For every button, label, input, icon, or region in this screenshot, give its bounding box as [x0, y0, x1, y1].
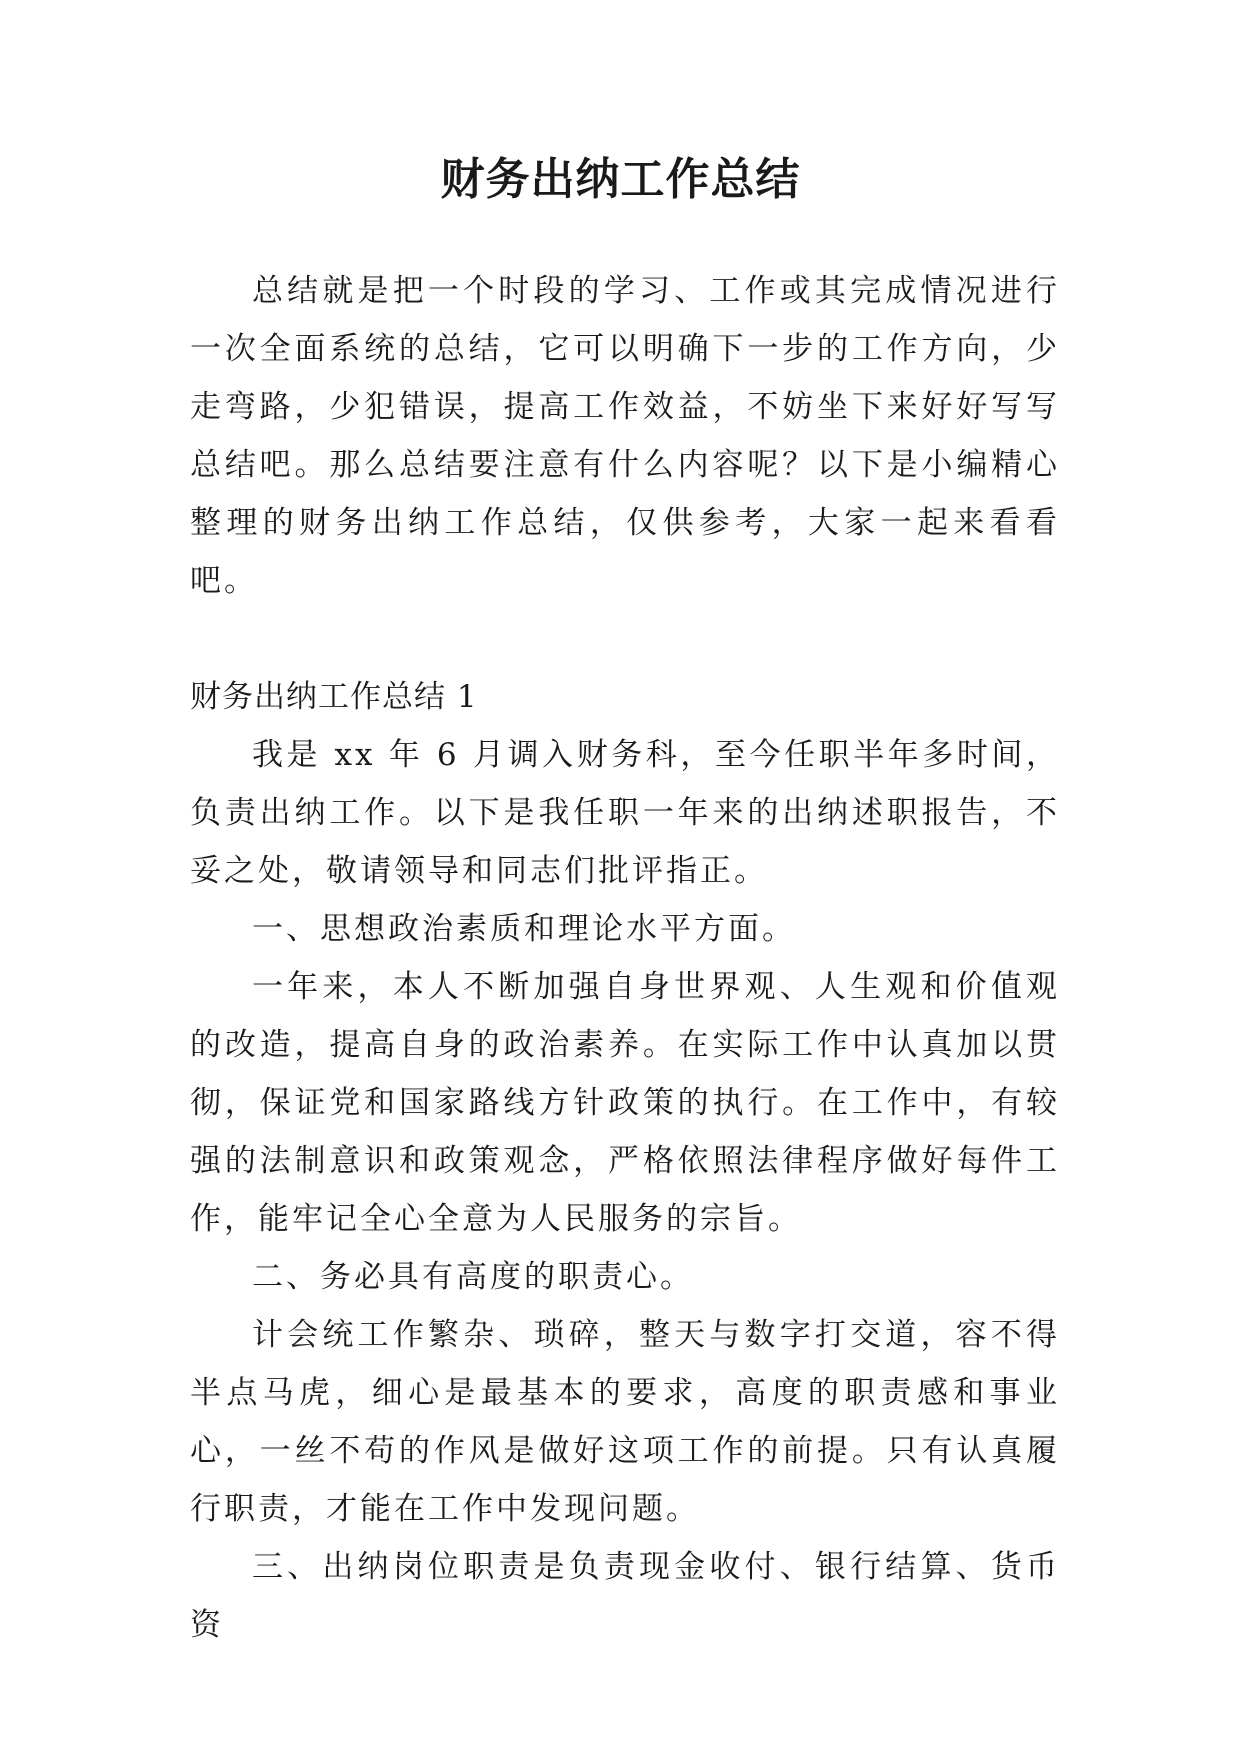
- body-paragraph: 一年来，本人不断加强自身世界观、人生观和价值观的改造，提高自身的政治素养。在实际工作中认真加以贯彻，保证党和国家路线方针政策的执行。在工作中，有较强的法制意识和政策观念，严格依照法律程序做好每件工作，能牢记全心全意为人民服务的宗旨。: [190, 969, 1060, 1237]
- section-heading: 财务出纳工作总结 1: [190, 679, 478, 715]
- intro-paragraph: 总结就是把一个时段的学习、工作或其完成情况进行一次全面系统的总结，它可以明确下一步的工作方向，少走弯路，少犯错误，提高工作效益，不妨坐下来好好写写总结吧。那么总结要注意有什么内容呢？以下是小编精心整理的财务出纳工作总结，仅供参考，大家一起来看看吧。: [190, 273, 1060, 599]
- body-paragraph: 一、思想政治素质和理论水平方面。: [252, 911, 796, 947]
- document-body: [190, 262, 1060, 1654]
- body-paragraph: 我是 xx 年 6 月调入财务科，至今任职半年多时间，负责出纳工作。以下是我任职一年来的出纳述职报告，不妥之处，敬请领导和同志们批评指正。: [190, 737, 1060, 889]
- body-paragraph: 计会统工作繁杂、琐碎，整天与数字打交道，容不得半点马虎，细心是最基本的要求，高度的职责感和事业心，一丝不苟的作风是做好这项工作的前提。只有认真履行职责，才能在工作中发现问题。: [190, 1317, 1060, 1527]
- body-paragraph: 三、出纳岗位职责是负责现金收付、银行结算、货币资: [190, 1549, 1060, 1643]
- body-paragraph: 二、务必具有高度的职责心。: [252, 1259, 694, 1295]
- document-title: 财务出纳工作总结: [440, 154, 801, 205]
